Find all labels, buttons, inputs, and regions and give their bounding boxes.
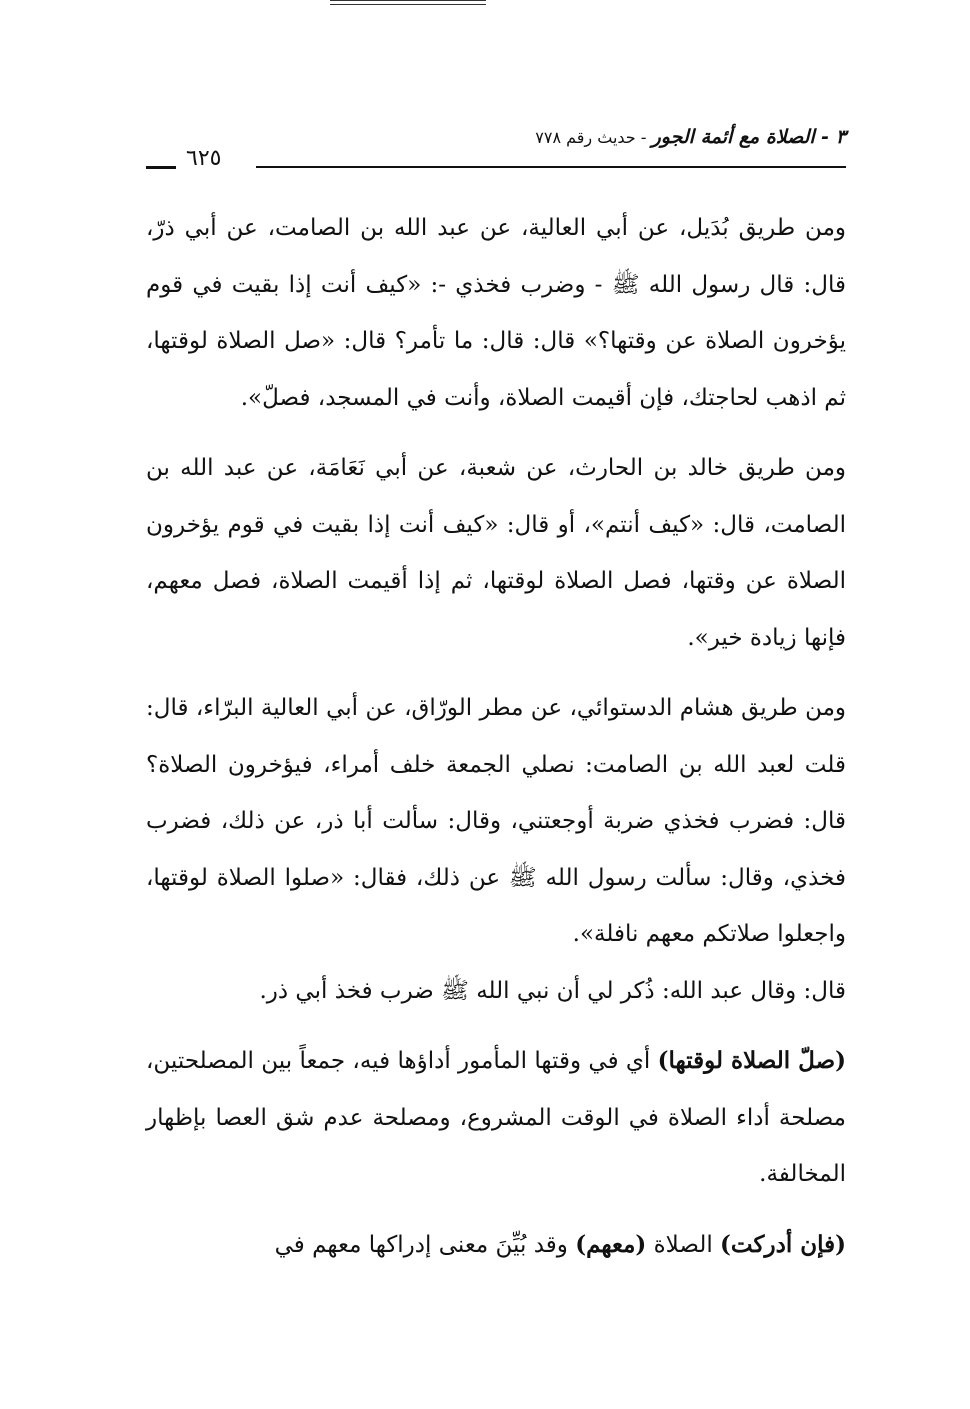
paragraph-badeel-chain: ومن طريق بُدَيل، عن أبي العالية، عن عبد الله بن الصامت، عن أبي ذرّ، قال: قال رسول الله ﷺ - وضرب فخذي -: «كيف أنت إذا بقيت في قوم يؤخرون الصلاة عن وقتها؟» قال: قال: ما تأمر؟ قال: «صل الصلاة لوقتها، ثم اذهب لحاجتك، فإن أقيمت الصلاة، وأنت في المسجد، فصلّ».	[146, 215, 846, 411]
commentary-text: الصلاة	[646, 1231, 721, 1258]
commentary-text: وقد بُيِّنَ معنى إدراكها معهم في	[274, 1231, 576, 1258]
paragraph-khalid-chain: ومن طريق خالد بن الحارث، عن شعبة، عن أبي نَعَامَة، عن عبد الله بن الصامت، قال: «كيف أنتم»، أو قال: «كيف أنت إذا بقيت في قوم يؤخرون الصلاة عن وقتها، فصل الصلاة لوقتها، ثم إذا أقيمت الصلاة، فصل معهم، فإنها زيادة خير».	[146, 455, 846, 651]
page-number-dash	[146, 166, 176, 169]
paragraph-hisham-chain: ومن طريق هشام الدستوائي، عن مطر الورّاق، عن أبي العالية البرّاء، قال: قلت لعبد الله بن الصامت: نصلي الجمعة خلف أمراء، فيؤخرون الصلاة؟ قال: فضرب فخذي ضربة أوجعتني، وقال: سألت أبا ذر، عن ذلك، فضرب فخذي، وقال: سألت رسول الله ﷺ عن ذلك، فقال: «صلوا الصلاة لوقتها، واجعلوا صلاتكم معهم نافلة».	[146, 695, 846, 947]
commentary-term: (صلّ الصلاة لوقتها)	[657, 1047, 847, 1074]
header-rule	[256, 166, 846, 168]
paragraph-abdullah-note: قال: وقال عبد الله: ذُكر لي أن نبي الله ﷺ ضرب فخذ أبي ذر.	[259, 977, 846, 1004]
commentary-if-you-catch	[146, 1217, 846, 1274]
chapter-title	[535, 126, 846, 148]
top-edge-mark	[330, 0, 486, 5]
commentary-term: (فإن أدركت)	[720, 1230, 846, 1258]
page-number: ٦٢٥	[186, 146, 222, 171]
chapter-title-text: ٣ - الصلاة مع أئمة الجور	[651, 126, 846, 148]
running-header	[146, 126, 846, 178]
hadith-reference: - حديث رقم ٧٧٨	[535, 128, 652, 147]
commentary-text: أي في وقتها المأمور أداؤها فيه، جمعاً بين المصلحتين، مصلحة أداء الصلاة في الوقت المشروع، ومصلحة عدم شق العصا بإظهار المخالفة.	[146, 1048, 846, 1187]
commentary-pray-on-time	[146, 1033, 846, 1203]
commentary-term-with-them: (معهم)	[575, 1230, 647, 1258]
page-body	[146, 200, 846, 1287]
